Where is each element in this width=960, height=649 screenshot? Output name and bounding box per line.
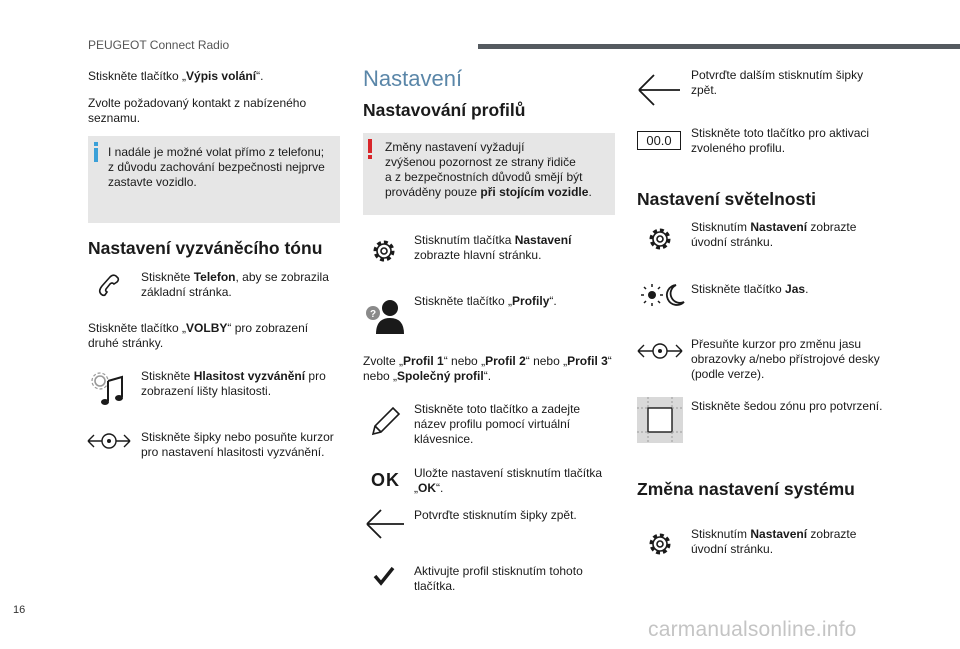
col1-paragraph-call-list: Stiskněte tlačítko „Výpis volání“.	[88, 69, 264, 83]
gear-icon	[646, 225, 674, 253]
col1-paragraph-options: Stiskněte tlačítko „VOLBY“ pro zobrazení druhé stránky.	[88, 321, 309, 350]
profile-icon	[364, 298, 408, 334]
col2-step-save: Uložte nastavení stisknutím tlačítka „OK“.	[414, 466, 603, 495]
col1-step-volume-arrows: Stiskněte šipky nebo posuňte kurzor pro nastavení hlasitosti vyzvánění.	[141, 430, 334, 459]
col2-step-back: Potvrďte stisknutím šipky zpět.	[414, 508, 577, 522]
back-arrow-icon	[636, 72, 682, 108]
header-bar	[478, 44, 960, 49]
col1-paragraph-select-contact: Zvolte požadovaný kontakt z nabízeného seznamu.	[88, 96, 307, 125]
col3-heading-brightness: Nastavení světelnosti	[637, 189, 816, 209]
col1-step-ringtone-volume: Stiskněte Hlasitost vyzvánění pro zobrazení lišty hlasitosti.	[141, 369, 326, 398]
col2-step-rename: Stiskněte toto tlačítko a zadejte název profilu pomocí virtuální klávesnice.	[414, 402, 581, 446]
gear-icon	[370, 237, 398, 265]
col1-heading-ringtone: Nastavení vyzváněcího tónu	[88, 238, 323, 258]
pencil-icon	[369, 404, 403, 438]
back-arrow-icon	[364, 508, 406, 540]
brightness-icon	[640, 282, 686, 308]
slider-cursor-icon	[86, 430, 132, 452]
col2-heading-profiles: Nastavování profilů	[363, 100, 526, 120]
col3-step-grey-zone: Stiskněte šedou zónu pro potvrzení.	[691, 399, 883, 413]
gear-icon	[646, 530, 674, 558]
col3-step-slider: Přesuňte kurzor pro změnu jasu obrazovky a/nebo přístrojové desky (podle verze).	[691, 337, 880, 381]
col3-step-settings: Stisknutím Nastavení zobrazte úvodní stránku.	[691, 220, 857, 249]
col3-step-back-again: Potvrďte dalším stisknutím šipky zpět.	[691, 68, 864, 97]
svg-text:?: ?	[369, 309, 377, 320]
col2-warning-note: Změny nastavení vyžadují zvýšenou pozornost ze strany řidiče a z bezpečnostních důvodů smějí být prováděny pouze při stojícím vozidle.	[363, 133, 615, 215]
col2-title-settings: Nastavení	[363, 66, 463, 91]
slider-cursor-icon	[636, 340, 684, 362]
col2-step-activate: Aktivujte profil stisknutím tohoto tlačítka.	[414, 564, 583, 593]
warning-icon	[368, 139, 372, 159]
col3-step-brightness: Stiskněte tlačítko Jas.	[691, 282, 809, 296]
header-title: PEUGEOT Connect Radio	[88, 38, 230, 52]
col3-step-activate-profile: Stiskněte toto tlačítko pro aktivaci zvoleného profilu.	[691, 126, 870, 155]
col1-step-phone: Stiskněte Telefon, aby se zobrazila základní stránka.	[141, 270, 329, 299]
grey-zone-icon	[637, 397, 683, 443]
col2-step-profiles: Stiskněte tlačítko „Profily“.	[414, 294, 557, 308]
info-icon	[94, 142, 98, 162]
watermark: carmanualsonline.info	[648, 618, 857, 641]
ringtone-settings-icon	[90, 371, 128, 407]
checkmark-icon	[373, 566, 395, 586]
ok-button-icon: OK	[371, 470, 400, 490]
col3-heading-system: Změna nastavení systému	[637, 479, 855, 499]
col3-step-system-settings: Stisknutím Nastavení zobrazte úvodní stránku.	[691, 527, 857, 556]
col2-paragraph-choose-profile: Zvolte „Profil 1“ nebo „Profil 2“ nebo „Profil 3“ nebo „Společný profil“.	[363, 354, 612, 383]
col2-step-settings: Stisknutím tlačítka Nastavení zobrazte hlavní stránku.	[414, 233, 572, 262]
reset-profile-icon: 00.0	[637, 131, 681, 150]
col1-info-note: I nadále je možné volat přímo z telefonu; z důvodu zachování bezpečnosti nejprve zastavte vozidlo.	[88, 136, 340, 223]
page-number: 16	[13, 604, 26, 616]
phone-icon	[96, 272, 122, 298]
